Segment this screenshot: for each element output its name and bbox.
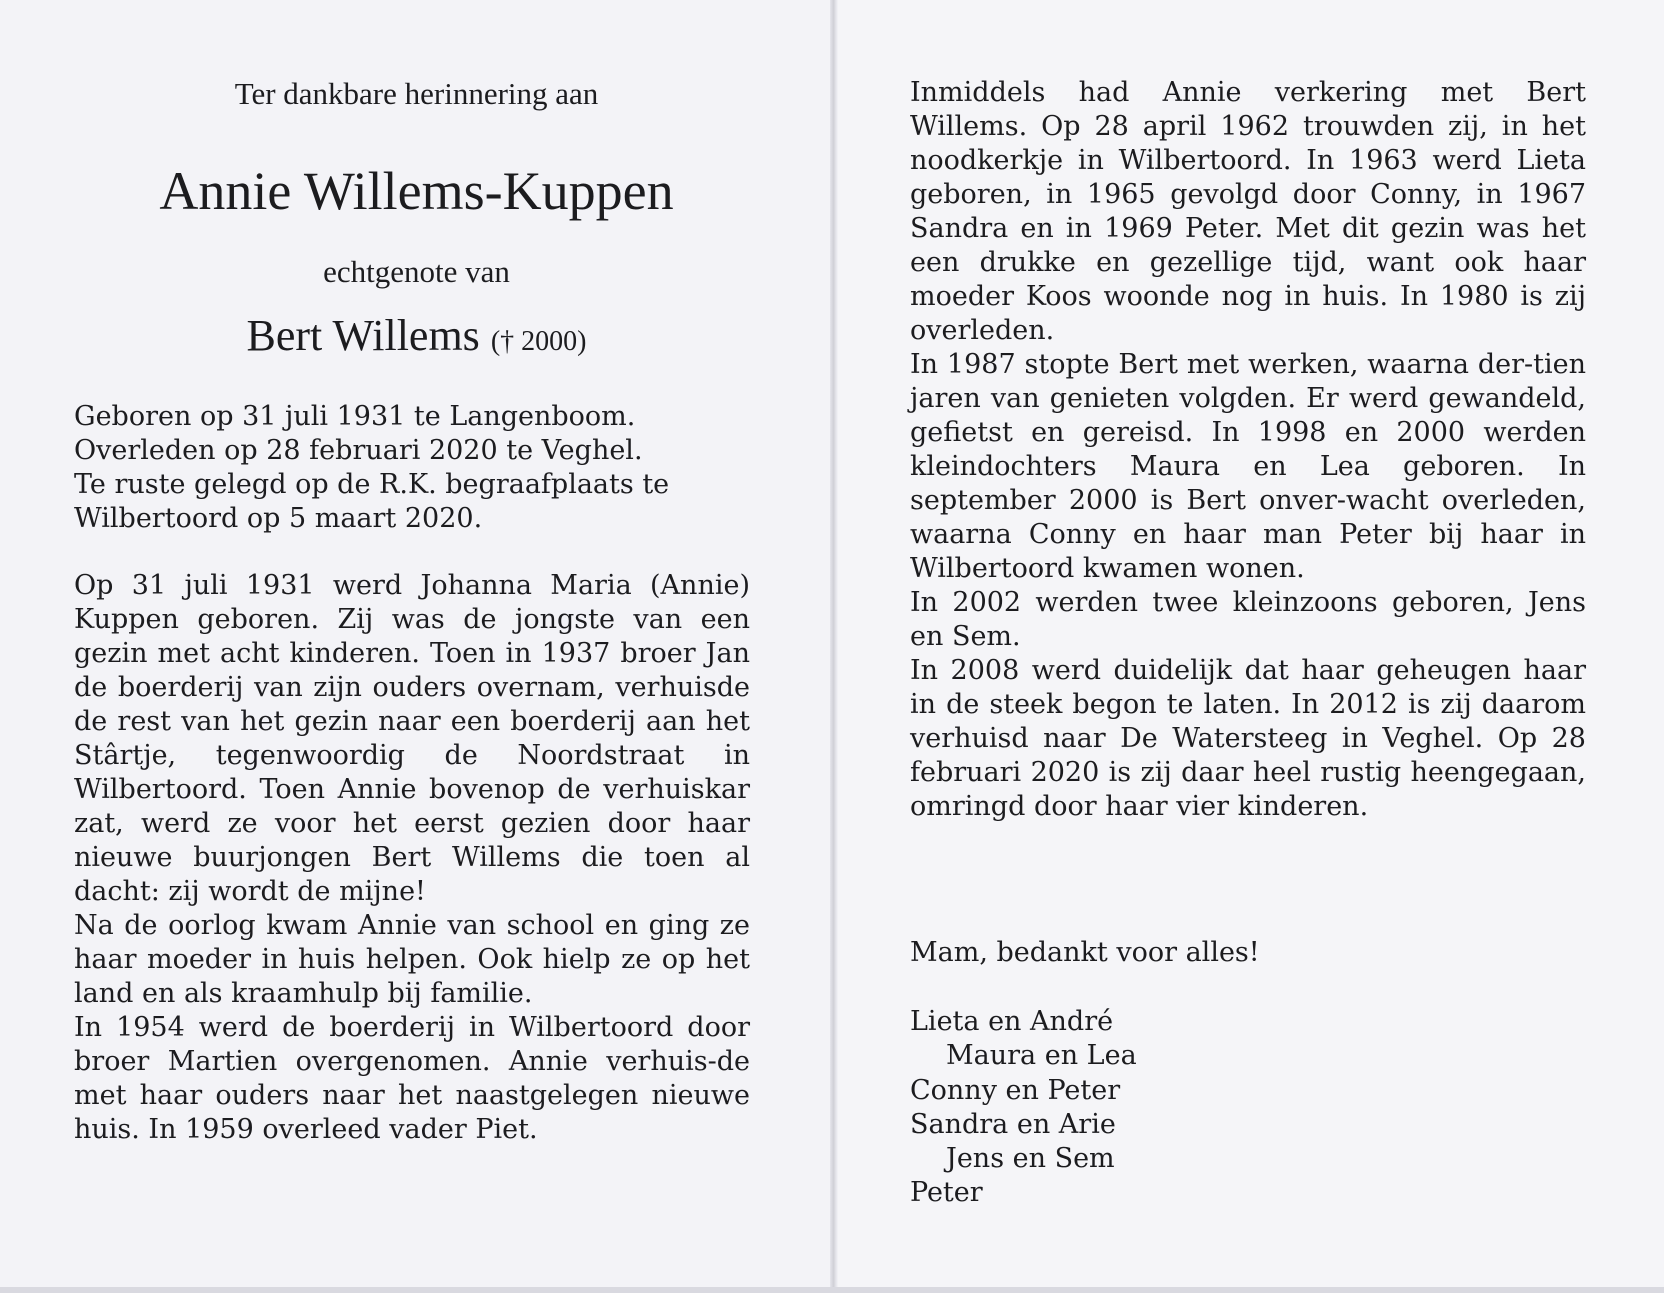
story-paragraph: In 1987 stopte Bert met werken, waarna der-tien jaren van genieten volgden. Er werd gewandeld, gefietst en gereisd. In 1998 en 2000 werden kleindochters Maura en Lea geboren. In september 2000 is Bert onver-wacht overleden, waarna Conny en haar man Peter bij haar in Wilbertoord kwamen wonen.	[910, 349, 1586, 584]
deceased-name: Annie Willems-Kuppen	[159, 161, 674, 221]
story-paragraph: In 1954 werd de boerderij in Wilbertoord door broer Martien overgenomen. Annie verhuis-de met haar ouders naar het naastgelegen nieuwe huis. In 1959 overleed vader Piet.	[74, 1012, 750, 1145]
spouse-years: († 2000)	[490, 326, 587, 357]
facts-block	[74, 400, 750, 536]
signatures	[910, 1005, 1510, 1211]
spouse-name: Bert Willems	[246, 311, 480, 360]
spacer	[74, 536, 750, 569]
story-paragraph: Op 31 juli 1931 werd Johanna Maria (Annie) Kuppen geboren. Zij was de jongste van een gezin met acht kinderen. Toen in 1937 broer Jan de boerderij van zijn ouders overnam, verhuisde de rest van het gezin naar een boerderij aan het Stârtje, tegenwoordig de Noordstraat in Wilbertoord. Toen Annie bovenop de verhuiskar zat, werd ze voor het eerst gezien door haar nieuwe buurjongen Bert Willems die toen al dacht: zij wordt de mijne!	[74, 570, 750, 907]
fact-line: Geboren op 31 juli 1931 te Langenboom.	[74, 401, 636, 432]
story-paragraph: Na de oorlog kwam Annie van school en ging ze haar moeder in huis helpen. Ook hielp ze op het land en als kraamhulp bij familie.	[74, 910, 750, 1009]
signature-line: Conny en Peter	[910, 1074, 1121, 1106]
spouse-of-line: echtgenote van	[323, 254, 510, 289]
story-paragraph: In 2008 werd duidelijk dat haar geheugen haar in de steek begon te laten. In 2012 is zij daarom verhuisd naar De Watersteeg in Veghel. Op 28 februari 2020 is zij daar heel rustig heengegaan, omringd door haar vier kinderen.	[910, 655, 1586, 822]
signature-line: Lieta en André	[910, 1006, 1114, 1037]
spouse-line	[0, 308, 833, 370]
story-paragraph: In 2002 werden twee kleinzoons geboren, Jens en Sem.	[910, 587, 1586, 652]
right-text-column	[910, 76, 1586, 824]
signature-line: Maura en Lea	[946, 1040, 1137, 1072]
fact-line: Wilbertoord op 5 maart 2020.	[74, 503, 483, 534]
closing-line: Mam, bedankt voor alles!	[910, 937, 1260, 968]
signature-line: Jens en Sem	[946, 1143, 1115, 1175]
left-text-column	[74, 400, 750, 1147]
signature-line: Sandra en Arie	[910, 1108, 1116, 1140]
card-bottom-edge	[0, 1287, 1664, 1293]
fact-line: Overleden op 28 februari 2020 te Veghel.	[74, 435, 643, 466]
signature-line: Peter	[910, 1177, 983, 1209]
fact-line: Te ruste gelegd op de R.K. begraafplaats te	[74, 469, 670, 500]
intro-line: Ter dankbare herinnering aan	[234, 76, 599, 111]
story-paragraph: Inmiddels had Annie verkering met Bert Willems. Op 28 april 1962 trouwden zij, in het noodkerkje in Wilbertoord. In 1963 werd Lieta geboren, in 1965 gevolgd door Conny, in 1967 Sandra en in 1969 Peter. Met dit gezin was het een drukke en gezellige tijd, want ook haar moeder Koos woonde nog in huis. In 1980 is zij overleden.	[910, 77, 1586, 346]
